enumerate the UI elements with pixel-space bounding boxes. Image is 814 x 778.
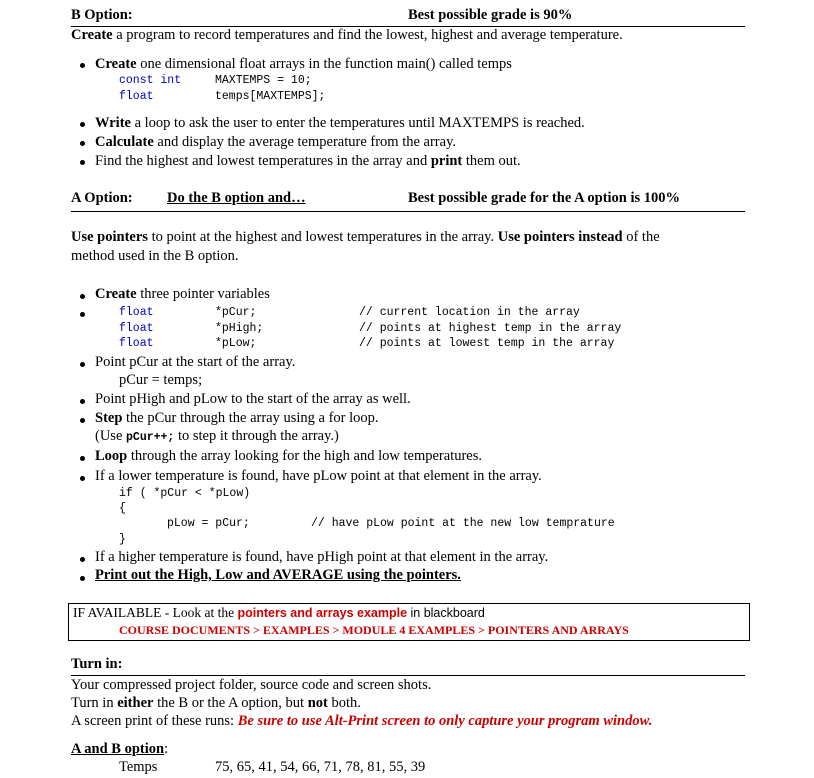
decl-name: *pCur; — [215, 306, 257, 319]
a-bullet-loop: Loop through the array looking for the high and low temperatures. — [95, 448, 482, 464]
a-bullet-print: Print out the High, Low and AVERAGE using the pointers. — [95, 567, 461, 583]
turn-in-heading: Turn in: — [71, 656, 123, 672]
a-option-grade: Best possible grade for the A option is 100% — [408, 190, 681, 206]
a-bullet-step: Step the pCur through the array using a for loop. — [95, 410, 379, 426]
bullet-icon — [80, 160, 85, 165]
a-pcur-assign: pCur = temps; — [119, 372, 203, 388]
bullet-icon — [80, 294, 85, 299]
turn-in-line1: Your compressed project folder, source code and screen shots. — [71, 677, 432, 693]
decl-type: float — [119, 306, 154, 319]
bullet-icon — [80, 418, 85, 423]
decl-type: float — [119, 322, 154, 335]
temps-label: Temps — [119, 759, 158, 775]
decl-comment: // current location in the array — [359, 306, 580, 319]
a-bullet-point-pcur: Point pCur at the start of the array. — [95, 354, 296, 370]
b-bullet-write: Write a loop to ask the user to enter the temperatures until MAXTEMPS is reached. — [95, 115, 585, 131]
bullet-icon — [80, 456, 85, 461]
divider — [71, 211, 745, 212]
a-bullet-lower: If a lower temperature is found, have pLow point at that element in the array. — [95, 468, 542, 484]
a-option-intro-line1: Use pointers to point at the highest and lowest temperatures in the array. Use pointers instead of the — [71, 229, 660, 245]
code-maxtemps: MAXTEMPS = 10; — [215, 74, 312, 87]
a-bullet-point-phigh: Point pHigh and pLow to the start of the array as well. — [95, 391, 411, 407]
decl-name: *pLow; — [215, 337, 257, 350]
b-bullet-calculate: Calculate and display the average temperature from the array. — [95, 134, 457, 150]
decl-name: *pHigh; — [215, 322, 264, 335]
info-box-path: COURSE DOCUMENTS > EXAMPLES > MODULE 4 EXAMPLES > POINTERS AND ARRAYS — [119, 623, 629, 637]
b-option-heading: B Option: — [71, 7, 133, 23]
code-if: if ( *pCur < *pLow) — [119, 487, 251, 500]
turn-in-line3: A screen print of these runs: Be sure to use Alt-Print screen to only capture your program window. — [71, 713, 653, 729]
decl-comment: // points at highest temp in the array — [359, 322, 622, 335]
code-brace-close: } — [119, 533, 126, 546]
b-bullet-find: Find the highest and lowest temperatures in the array and print them out. — [95, 153, 521, 169]
code-assign-comment: // have pLow point at the new low temprature — [311, 517, 615, 530]
b-bullet-create: Create one dimensional float arrays in the function main() called temps — [95, 56, 512, 72]
bullet-icon — [80, 312, 85, 317]
turn-in-line2: Turn in either the B or the A option, but not both. — [71, 695, 361, 711]
code-temps-array: temps[MAXTEMPS]; — [215, 90, 326, 103]
bullet-icon — [80, 141, 85, 146]
temps-values: 75, 65, 41, 54, 66, 71, 78, 81, 55, 39 — [215, 759, 426, 775]
ab-option-heading: A and B option: — [71, 741, 169, 757]
bullet-icon — [80, 399, 85, 404]
a-option-intro-line2: method used in the B option. — [71, 248, 239, 264]
bullet-icon — [80, 557, 85, 562]
a-step-note: (Use pCur++; to step it through the array.) — [95, 428, 339, 444]
code-float-keyword: float — [119, 90, 154, 103]
a-bullet-higher: If a higher temperature is found, have pHigh point at that element in the array. — [95, 549, 549, 565]
bullet-icon — [80, 362, 85, 367]
decl-comment: // points at lowest temp in the array — [359, 337, 615, 350]
bullet-icon — [80, 476, 85, 481]
code-const-keyword: const int — [119, 74, 182, 87]
bullet-icon — [80, 63, 85, 68]
info-box-line1: IF AVAILABLE - Look at the pointers and arrays example in blackboard — [73, 605, 485, 620]
divider — [71, 675, 745, 676]
bullet-icon — [80, 122, 85, 127]
a-option-heading: A Option: — [71, 190, 133, 206]
b-option-description: Create a program to record temperatures and find the lowest, highest and average temperature. — [71, 27, 623, 43]
pointers-arrays-link[interactable]: pointers and arrays example — [237, 606, 408, 620]
b-option-grade: Best possible grade is 90% — [408, 7, 573, 23]
code-assign: pLow = pCur; — [167, 517, 250, 530]
a-option-subheading: Do the B option and… — [167, 190, 306, 206]
code-brace-open: { — [119, 502, 126, 515]
bullet-icon — [80, 576, 85, 581]
decl-type: float — [119, 337, 154, 350]
a-bullet-create: Create three pointer variables — [95, 286, 270, 302]
